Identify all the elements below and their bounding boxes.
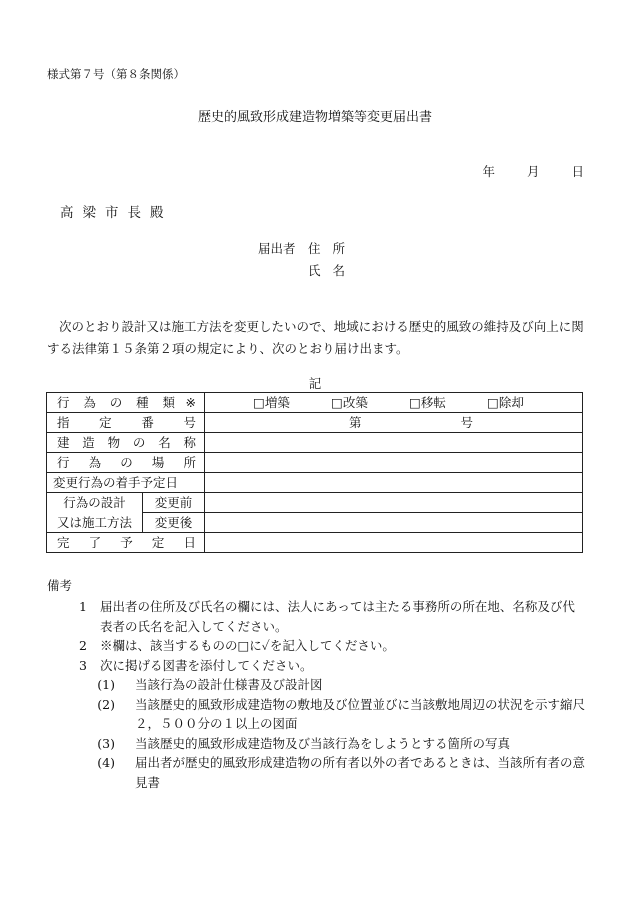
- row-label-start-date: [47, 473, 205, 493]
- row-label-completion-date: 完 了 予 定 日: [47, 533, 205, 553]
- list-item: [47, 656, 587, 676]
- number-prefix: 第: [349, 415, 362, 430]
- remark-number: 2: [79, 638, 87, 653]
- applicant-block: [258, 238, 357, 282]
- action-location-field[interactable]: [205, 453, 583, 473]
- intro-paragraph: 次のとおり設計又は施工方法を変更したいので、地域における歴史的風致の維持及び向上に関する法律第１５条第２項の規定により、次のとおり届け出ます。: [47, 319, 584, 356]
- mark-label: ※: [185, 395, 197, 410]
- table-row: [47, 453, 583, 473]
- row-label-designation-number: 指 定 番 号: [47, 413, 205, 433]
- completion-date-field[interactable]: [205, 533, 583, 553]
- action-type-options[interactable]: [205, 393, 583, 413]
- remark-text: ※欄は、該当するものの□に✓を記入してください。: [100, 638, 395, 653]
- subitem-text: 届出者が歴史的風致形成建造物の所有者以外の者であるときは、当該所有者の意見書: [135, 755, 586, 790]
- table-row: [47, 393, 583, 413]
- table-row: [47, 513, 583, 533]
- day-label: 日: [571, 164, 584, 179]
- option-relocation[interactable]: □移転: [409, 395, 446, 410]
- date-line: [482, 162, 584, 180]
- subitem-number: (4): [97, 755, 115, 770]
- list-item: [47, 734, 587, 754]
- table-row: [47, 473, 583, 493]
- subitem-number: (2): [97, 696, 115, 712]
- subitem-number: (3): [97, 735, 115, 751]
- option-extension[interactable]: □増築: [253, 395, 290, 410]
- row-label-action-location: 行 為 の 場 所: [47, 453, 205, 473]
- start-date-field[interactable]: [205, 473, 583, 493]
- option-removal[interactable]: □除却: [487, 395, 524, 410]
- subitem-text: 当該歴史的風致形成建造物及び当該行為をしようとする箇所の写真: [135, 735, 511, 751]
- applicant-role: 届出者: [258, 241, 296, 256]
- before-change-label: 変更前: [143, 493, 205, 513]
- name-label: 氏名: [308, 263, 358, 278]
- document-title: 歴史的風致形成建造物増築等変更届出書: [197, 110, 432, 125]
- start-date-label: 変更行為の着手予定日: [53, 475, 179, 490]
- subitem-text: 当該歴史的風致形成建造物の敷地及び位置並びに当該敷地周辺の状況を示す縮尺２，５００分の１以上の図面: [135, 696, 586, 731]
- subitem-text: 当該行為の設計仕様書及び設計図: [135, 677, 323, 692]
- option-renovation[interactable]: □改築: [331, 395, 368, 410]
- table-row: [47, 493, 583, 513]
- after-change-field[interactable]: [205, 513, 583, 533]
- designation-number-field[interactable]: [205, 413, 583, 433]
- address-label: 住所: [308, 241, 358, 256]
- table-row: [47, 433, 583, 453]
- action-type-label: 行 為 の 種 類: [57, 395, 175, 410]
- number-suffix: 号: [460, 415, 473, 430]
- list-item: [47, 636, 587, 656]
- remark-number: 1: [79, 599, 87, 614]
- after-change-label: 変更後: [143, 513, 205, 533]
- year-label: 年: [482, 164, 495, 179]
- remark-number: 3: [79, 657, 87, 673]
- remarks-title: 備考: [47, 578, 73, 593]
- list-item: [47, 597, 587, 636]
- ki-heading: 記: [308, 376, 322, 391]
- list-item: [47, 753, 587, 792]
- row-label-design-method-1: 行為の設計: [47, 493, 143, 513]
- row-label-design-method-2: 又は施工方法: [47, 513, 143, 533]
- table-row: [47, 533, 583, 553]
- subitem-number: (1): [97, 677, 115, 692]
- row-label-building-name: 建 造 物 の 名 称: [47, 433, 205, 453]
- month-label: 月: [526, 164, 540, 179]
- list-item: [47, 695, 587, 734]
- form-number: 様式第７号（第８条関係）: [47, 67, 185, 81]
- before-change-field[interactable]: [205, 493, 583, 513]
- remark-text: 届出者の住所及び氏名の欄には、法人にあっては主たる事務所の所在地、名称及び代表者の氏名を記入してください。: [100, 599, 575, 634]
- row-label-action-type: [47, 393, 205, 413]
- notification-table: [46, 392, 583, 553]
- building-name-field[interactable]: [205, 433, 583, 453]
- remark-text: 次に掲げる図書を添付してください。: [100, 657, 313, 673]
- addressee: 高梁市長殿: [60, 205, 173, 221]
- remarks-list: [47, 597, 587, 792]
- table-row: [47, 413, 583, 433]
- list-item: [47, 675, 587, 695]
